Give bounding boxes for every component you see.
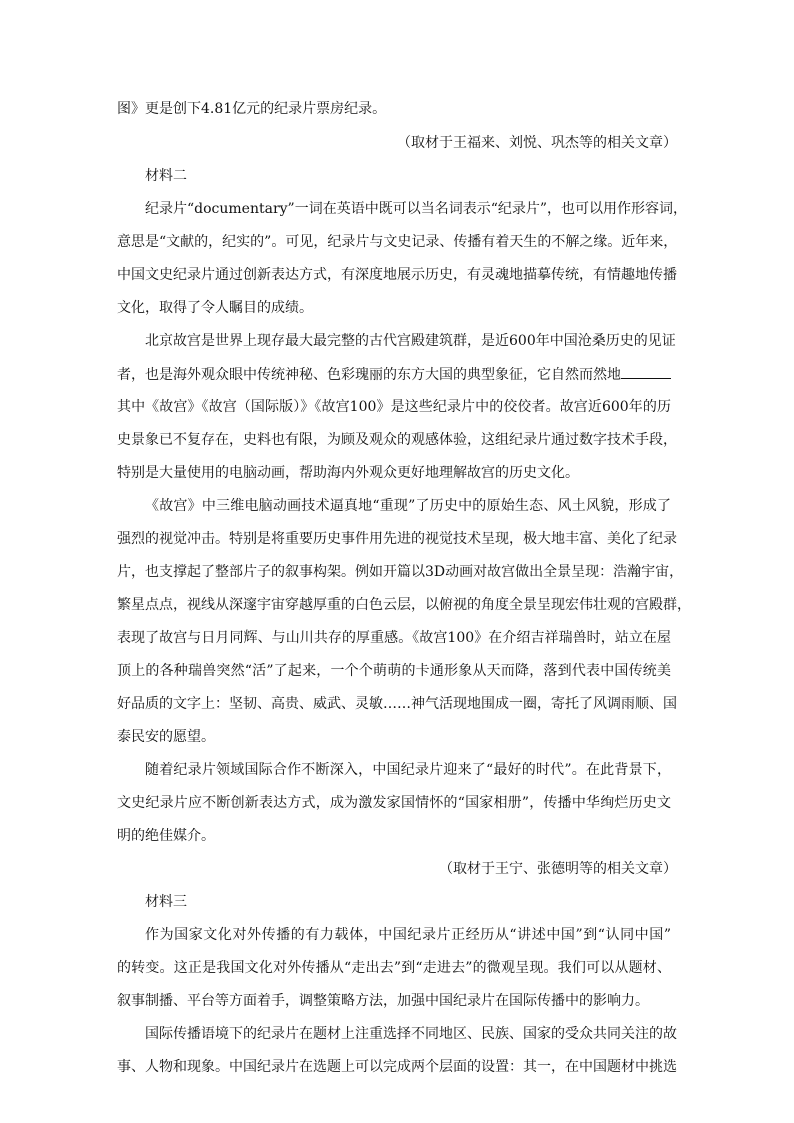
text-line: 表现了故宫与日月同辉、与山川共存的厚重感。《故宫100》在介绍吉祥瑞兽时，站立在屋 bbox=[117, 630, 671, 646]
text-line: 文史纪录片应不断创新表达方式，成为激发家国情怀的“国家相册”，传播中华绚烂历史文 bbox=[117, 795, 671, 811]
text-line: 繁星点点，视线从深邃宇宙穿越厚重的白色云层，以俯视的角度全景呈现宏伟壮观的宫殿群， bbox=[117, 597, 691, 613]
text-line: 的转变。这正是我国文化对外传播从“走出去”到“走进去”的微观呈现。我们可以从题材、 bbox=[117, 960, 671, 976]
text-line-with-blank bbox=[117, 364, 671, 385]
text-line: 叙事制播、平台等方面着手，调整策略方法，加强中国纪录片在国际传播中的影响力。 bbox=[117, 993, 649, 1009]
text-line: 顶上的各种瑞兽突然“活”了起来，一个个萌萌的卡通形象从天而降，落到代表中国传统美 bbox=[117, 663, 671, 679]
text-line: 文化，取得了令人瞩目的成绩。 bbox=[117, 300, 313, 316]
section-heading: 材料三 bbox=[145, 894, 187, 910]
text-line: 史景象已不复存在，史料也有限，为顾及观众的观感体验，这组纪录片通过数字技术手段， bbox=[117, 432, 677, 448]
text-line: 随着纪录片领域国际合作不断深入，中国纪录片迎来了“最好的时代”。在此背景下， bbox=[145, 762, 671, 778]
text-line: 中国文史纪录片通过创新表达方式，有深度地展示历史，有灵魂地描摹传统，有情趣地传播 bbox=[117, 267, 677, 283]
text-line: 其中《故宫》《故宫（国际版）》《故宫100》是这些纪录片中的佼佼者。故宫近600年的历 bbox=[117, 399, 671, 415]
text-line: 纪录片“documentary”一词在英语中既可以当名词表示“纪录片”，也可以用作形容词， bbox=[145, 201, 688, 217]
source-note: （取材于王宁、张德明等的相关文章） bbox=[439, 861, 677, 877]
text-line: 泰民安的愿望。 bbox=[117, 729, 215, 745]
text-line: 特别是大量使用的电脑动画，帮助海内外观众更好地理解故宫的历史文化。 bbox=[117, 465, 579, 481]
text-line: 《故宫》中三维电脑动画技术逼真地“重现”了历史中的原始生态、风土风貌，形成了 bbox=[145, 498, 671, 514]
text-line: 事、人物和现象。中国纪录片在选题上可以完成两个层面的设置：其一，在中国题材中挑选 bbox=[117, 1059, 677, 1075]
text-line: 明的绝佳媒介。 bbox=[117, 828, 215, 844]
text-line: 北京故宫是世界上现存最大最完整的古代宫殿建筑群，是近600年中国沧桑历史的见证 bbox=[145, 333, 676, 349]
text-line: 者，也是海外观众眼中传统神秘、色彩瑰丽的东方大国的典型象征，它自然而然地 bbox=[117, 367, 621, 383]
text-line: 片，也支撑起了整部片子的叙事构架。例如开篇以3D动画对故宫做出全景呈现：浩瀚宇宙， bbox=[117, 564, 684, 580]
source-note: （取材于王福来、刘悦、巩杰等的相关文章） bbox=[397, 135, 677, 151]
text-line: 图》更是创下4.81亿元的纪录片票房纪录。 bbox=[117, 101, 387, 117]
text-line: 好品质的文字上：坚韧、高贵、威武、灵敏……神气活现地围成一圈，寄托了风调雨顺、国 bbox=[117, 696, 677, 712]
text-line: 强烈的视觉冲击。特别是将重要历史事件用先进的视觉技术呈现，极大地丰富、美化了纪录 bbox=[117, 531, 677, 547]
text-line: 作为国家文化对外传播的有力载体，中国纪录片正经历从“讲述中国”到“认同中国” bbox=[145, 927, 671, 943]
section-heading: 材料二 bbox=[145, 168, 187, 184]
text-line: 国际传播语境下的纪录片在题材上注重选择不同地区、民族、国家的受众共同关注的故 bbox=[145, 1026, 677, 1042]
text-line: 意思是“文献的，纪实的”。可见，纪录片与文史记录、传播有着天生的不解之缘。近年来， bbox=[117, 234, 678, 250]
fill-in-blank bbox=[621, 364, 671, 379]
